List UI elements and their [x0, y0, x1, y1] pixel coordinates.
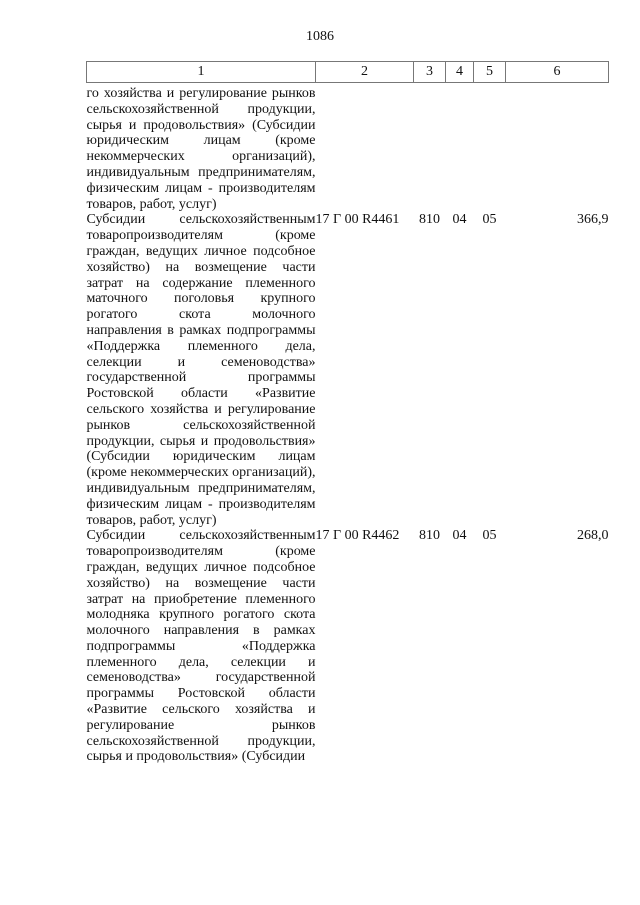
row-description: Субсидии сельскохозяйственным товаропроизводителям (кроме граждан, ведущих личное подсобное хозяйство) на возмещение части затрат на содержание племенного маточного поголовья крупного рогатого скота молочного направления в рамках подпрограммы «Поддержка племенного дела, селекции и семеноводства» государственной программы Ростовской области «Развитие сельского хозяйства и регулирование рынков сельскохозяйственной продукции, сырья и продовольствия» (Субсидии юридическим лицам (кроме некоммерческих организаций), индивидуальным предпринимателям, физическим лицам - производителям товаров, работ, услуг) [86, 212, 316, 528]
table-row [87, 528, 609, 765]
row-description: Субсидии сельскохозяйственным товаропроизводителям (кроме граждан, ведущих личное подсобное хозяйство) на возмещение части затрат на приобретение племенного молодняка крупного рогатого скота молочного направления в рамках подпрограммы «Поддержка племенного дела, селекции и семеноводства» государственной программы Ростовской области «Развитие сельского хозяйства и регулирование рынков сельскохозяйственной продукции, сырья и продовольствия» (Субсидии [86, 528, 316, 765]
column-header: 4 [446, 62, 474, 83]
table-row [87, 212, 609, 528]
row-amount: 366,9 [577, 212, 609, 228]
row-code: 17 Г 00 R4462 [315, 528, 400, 544]
page-number: 1086 [306, 29, 334, 44]
row-amount [506, 83, 609, 213]
column-header: 2 [316, 62, 414, 83]
column-header: 5 [474, 62, 506, 83]
row-col3: 810 [419, 212, 440, 228]
row-col4: 04 [452, 528, 467, 544]
column-header-row [87, 62, 609, 83]
row-code: 17 Г 00 R4461 [315, 212, 400, 228]
row-col3 [414, 83, 446, 213]
column-header: 6 [506, 62, 609, 83]
column-header: 3 [414, 62, 446, 83]
row-col5: 05 [482, 528, 497, 544]
row-col5: 05 [482, 212, 497, 228]
row-description: го хозяйства и регулирование рынков сельскохозяйственной продукции, сырья и продовольствия» (Субсидии юридическим лицам (кроме некоммерческих организаций), индивидуальным предпринимателям, физическим лицам - производителям товаров, работ, услуг) [86, 86, 316, 212]
budget-table [86, 61, 609, 765]
row-code [316, 83, 414, 213]
row-col4 [446, 83, 474, 213]
row-col5 [474, 83, 506, 213]
row-col3: 810 [419, 528, 440, 544]
row-col4: 04 [452, 212, 467, 228]
column-header: 1 [87, 62, 316, 83]
table-row [87, 83, 609, 213]
row-amount: 268,0 [577, 528, 609, 544]
